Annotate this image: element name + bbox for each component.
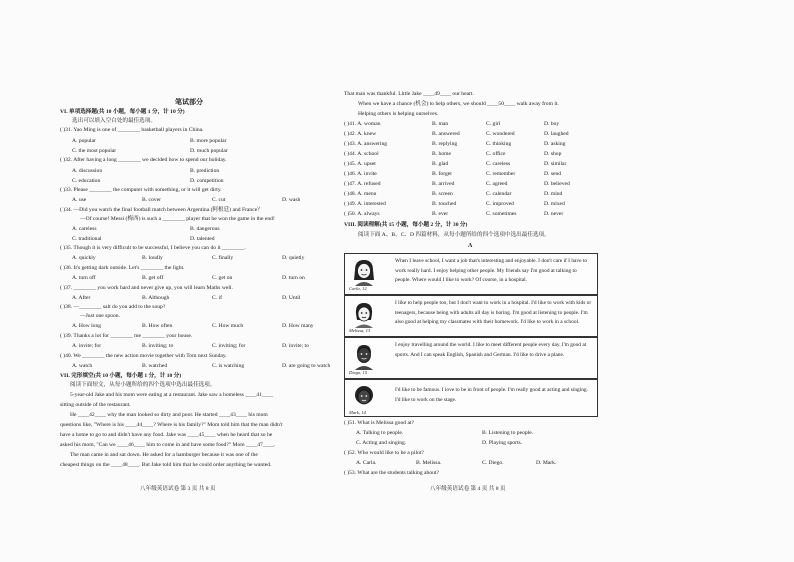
question-40: ( )40. We ________ the new action movie together with Tom next Sunday. [60,353,227,359]
q38-option-a[interactable]: A. How long [72,323,102,329]
profile-card-carla [344,253,598,295]
card-text: I like to help people too, but I don't want to work in a hospital. I'd like to work with kids or teenagers, because being with adults all day is boring. I'm good at listening to people. I'm also good at helping my classmates with their homework. I'd like to work in a school. [395,300,592,325]
question-51: ( )51. What is Melissa good at? [344,420,414,426]
q52-option-c[interactable]: C. Diego. [482,460,504,466]
question-38: ( )38. —________ salt do you add to the soup? [60,304,166,310]
q35-option-c[interactable]: C. finally [212,255,234,261]
q33-option-c[interactable]: C. cut [212,197,226,203]
table-row: ( )47. A. refused B. arrived C. agreed D. believed [344,181,570,187]
table-row: ( )45. A. upset B. glad C. careless D. similar [344,161,567,167]
q37-option-a[interactable]: A. After [72,295,91,301]
q38-option-c[interactable]: C. How much [212,323,244,329]
q52-option-a[interactable]: A. Carla. [356,460,377,466]
q34-option-d[interactable]: D. talented [190,236,215,242]
section-6-title: VI. 单项选择题(共 10 小题，每小题 1 分，计 10 分) [60,109,185,115]
table-row: ( )46. A. invite B. forget C. remember D. send [344,171,562,177]
q33-option-b[interactable]: B. cover [142,197,161,203]
q35-option-d[interactable]: D. quietly [282,255,305,261]
table-row: ( )43. A. answering B. replying C. thinking D. asking [344,141,566,147]
q31-option-d[interactable]: D. much popular [190,148,228,154]
q51-option-b[interactable]: B. Listening to people. [482,430,534,436]
q51-option-c[interactable]: C. Acting and singing. [356,440,407,446]
passage-line: sitting outside of the restaurant. [60,402,131,408]
passage-continuation: Helping others is helping ourselves. [358,111,439,117]
q36-option-b[interactable]: B. get off [142,275,164,281]
passage-a-label: A [468,243,473,249]
passage-line: have a home to go to and didn't have any food. Jake was ____45____ when he heard that so he [60,432,273,438]
avatar [349,342,383,375]
q33-option-a[interactable]: A. use [72,197,87,203]
section-8-instructions: 阅读下面 A、B、C、D 四篇材料，从每小题所给的四个选项中选出最佳选项。 [358,232,550,238]
q39-option-b[interactable]: B. inviting; to [142,343,174,349]
q32-option-b[interactable]: B. prediction [190,168,220,174]
question-33: ( )33. Please ________ the computer with something, or it will get dirty. [60,187,222,193]
girl-portrait-icon [349,300,379,328]
table-row: ( )44. A. school B. home C. office D. shop [344,151,562,157]
question-52: ( )52. Who would like to be a pilot? [344,450,424,456]
left-page [60,0,360,562]
avatar [349,384,383,415]
q52-option-d[interactable]: D. Mark. [536,460,557,466]
q35-option-a[interactable]: A. quickly [72,255,96,261]
section-8-title: VIII. 阅读理解(共 15 小题，每小题 2 分，计 30 分) [344,222,468,228]
passage-continuation: That man was thankful. Little Jake ____49____ our heart. [344,91,474,97]
q40-option-c[interactable]: C. is watching [212,363,245,369]
q34-option-c[interactable]: C. traditional [72,236,102,242]
q32-option-d[interactable]: D. competition [190,178,224,184]
table-row: ( )41. A. woman B. man C. girl D. boy [344,121,560,127]
passage-line: 5-year-old Jake and his mom were eating at a restaurant. Jake saw a homeless ____41____ [70,392,274,398]
girl-portrait-icon [349,258,379,286]
table-row: ( )48. A. menu B. screen C. calendar D. mind [344,191,563,197]
boy-portrait-icon [349,384,379,410]
q38-option-d[interactable]: D. How many [282,323,314,329]
q38-option-b[interactable]: B. How often [142,323,173,329]
q40-option-a[interactable]: A. watch [72,363,93,369]
avatar [349,300,383,333]
passage-line: The man came in and sat down. He asked for a hamburger because it was one of the [70,452,258,458]
question-31: ( )31. Yao Ming is one of ________ basketball players in China. [60,127,204,133]
q39-option-c[interactable]: C. inviting; for [212,343,246,349]
avatar-caption: Melissa, 13 [349,328,371,333]
boy-portrait-icon [349,342,379,370]
page-footer-left: 八年级英语试卷 第 3 页 共 8 页 [140,486,216,492]
question-37: ( )37. ________ you work hard and never give up, you will learn Maths well. [60,285,233,291]
question-36: ( )36. It's getting dark outside. Let's ________ the light. [60,265,185,271]
question-39: ( )39. Thanks a lot for ________ me ________ your house. [60,333,193,339]
avatar-caption: Carla, 12 [349,286,367,291]
q37-option-b[interactable]: B. Although [142,295,170,301]
avatar [349,258,383,291]
card-text: When I leave school, I want a job that's interesting and enjoyable. I don't care if I have to work really hard. I enjoy helping other people. My friends say I'm good at talking to people. Where would I like to work? Of course, in a hospital. [395,258,588,283]
question-32: ( )32. After having a long ________ we decided how to spend our holiday. [60,157,227,163]
q35-option-b[interactable]: B. loudly [142,255,163,261]
q32-option-c[interactable]: C. education [72,178,101,184]
table-row: ( )49. A. interested B. touched C. improved D. mixed [344,201,565,207]
q33-option-d[interactable]: D. wash [282,197,301,203]
avatar-caption: Diego, 15 [349,370,368,375]
q31-option-b[interactable]: B. more popular [190,138,227,144]
profile-card-mark [344,379,598,417]
profile-card-melissa [344,295,598,337]
q36-option-d[interactable]: D. turn on [282,275,305,281]
section-7-title: VII. 完形填空(共 10 小题，每小题 1 分，计 10 分) [60,373,182,379]
question-38-line-2: —Just one spoon. [80,313,120,319]
q40-option-d[interactable]: D. are going to watch [282,363,331,369]
q40-option-b[interactable]: B. watched [142,363,168,369]
q32-option-a[interactable]: A. discussion [72,168,103,174]
table-row: ( )42. A. knew B. answered C. wondered D. laughed [344,131,569,137]
page-footer-right: 八年级英语试卷 第 4 页 共 8 页 [430,486,506,492]
cloze-options-table [344,121,614,221]
card-text: I'd like to be famous. I love to be in front of people. I'm really good at acting and singing. I'd like to work on the stage. [395,387,588,403]
question-53: ( )53. What are the students talking about? [344,470,439,476]
avatar-caption: Mark, 14 [349,410,366,415]
question-34: ( )34. —Did you watch the final football match between Argentina (阿根廷) and France？ [60,207,263,213]
q51-option-a[interactable]: A. Talking to people. [356,430,404,436]
question-34-line-2: —Of course! Messi (梅西) is such a ________ player that he won the game in the end! [80,216,275,222]
q31-option-a[interactable]: A. popular [72,138,96,144]
q34-option-a[interactable]: A. careless [72,226,97,232]
q52-option-b[interactable]: B. Melissa. [416,460,442,466]
passage-line: asked his mom, "Can we ____46____ him to come in and have some food?" Mom ____47____. [60,442,276,448]
q37-option-d[interactable]: D. Until [282,295,301,301]
card-text: I enjoy travelling around the world. I like to meet different people every day. I'm good at sports. And I can speak English, Spanish and German. I'd like to drive a plane. [395,342,587,358]
q51-option-d[interactable]: D. Playing sports. [482,440,523,446]
q39-option-d[interactable]: D. invite; to [282,343,309,349]
section-6-instructions: 选出可以填入空白处的最佳选项。 [72,118,156,124]
passage-continuation: When we have a chance (机会) to help others, we should ____50____ walk away from it. [358,101,559,107]
q34-option-b[interactable]: B. dangerous [190,226,220,232]
passage-line: He ____42____ why the man looked so dirty and poor. He started ____43____ his mom [70,412,268,418]
q36-option-a[interactable]: A. turn off [72,275,96,281]
table-row: ( )50. A. always B. ever C. sometimes D. never [344,211,564,217]
part-title: 笔试部分 [175,98,203,106]
passage-line: cheapest things on the ____48____. But Jake told him that he could order anything he wanted. [60,462,272,468]
profile-card-diego [344,337,598,379]
passage-line: questions like, "Where is his ____44____? Where is his family?" Mom told him that the man didn't [60,422,283,428]
q31-option-c[interactable]: C. the most popular [72,148,117,154]
q36-option-c[interactable]: C. get on [212,275,233,281]
q37-option-c[interactable]: C. if [212,295,222,301]
question-35: ( )35. Though it is very difficult to be successful, I believe you can do it ________. [60,245,246,251]
section-7-instructions: 阅读下面短文，从每小题所给的四个选项中选出最佳选项。 [70,382,216,388]
q39-option-a[interactable]: A. invite; for [72,343,102,349]
